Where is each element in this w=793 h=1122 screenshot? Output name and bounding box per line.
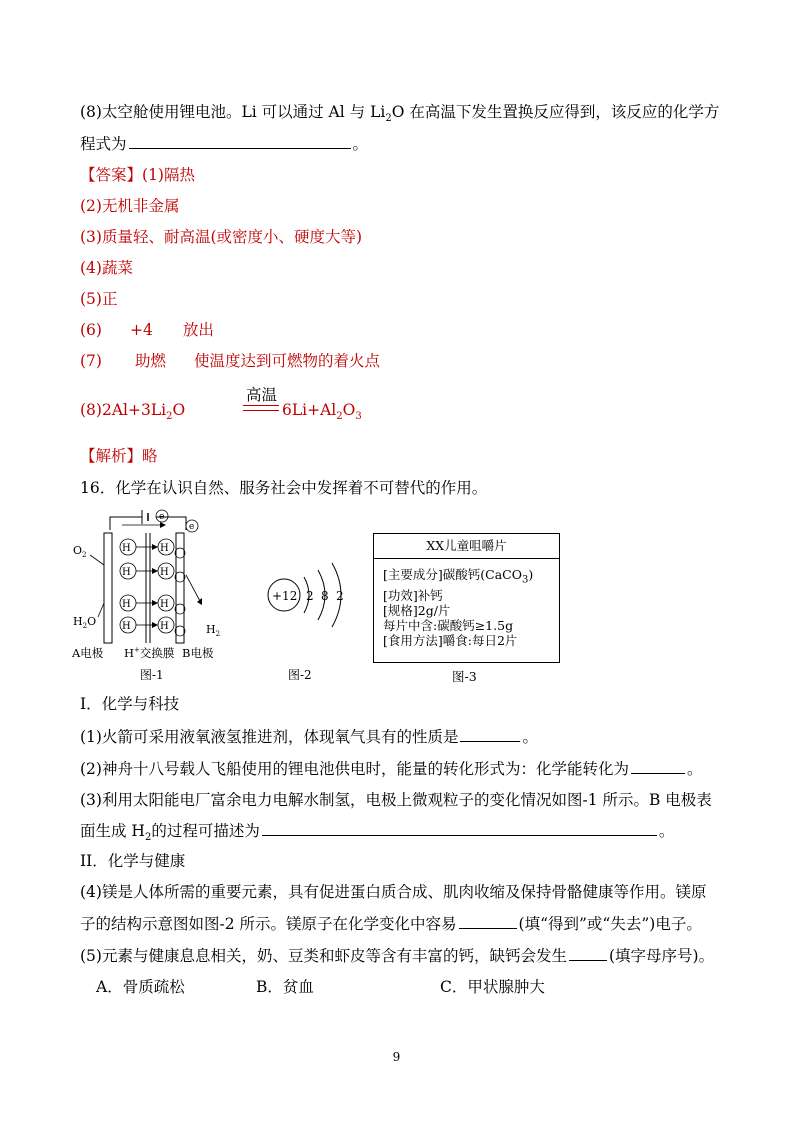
eq-left xyxy=(80,401,185,422)
label-row-ingredient xyxy=(383,567,559,588)
q4-answer-blank[interactable] xyxy=(459,913,517,929)
h-ion: H xyxy=(122,543,131,554)
q8-line1 xyxy=(80,102,719,129)
fig1-caption: 图-1 xyxy=(140,668,164,680)
eq-right-sub1: 2 xyxy=(336,411,343,423)
eq-left-text: (8)2Al+3Li xyxy=(80,401,167,419)
q5 xyxy=(80,945,714,966)
section-2-heading: II．化学与健康 xyxy=(80,852,186,870)
eq-left-o: O xyxy=(172,401,186,419)
label-row-ingredient-sub: 3 xyxy=(521,574,529,586)
ion-row xyxy=(120,563,185,582)
eq-left-sub: 2 xyxy=(166,411,173,423)
q5-text: (5)元素与健康息息相关，奶、豆类和虾皮等含有丰富的钙，缺钙会发生 xyxy=(80,947,567,965)
q8-answer-blank[interactable] xyxy=(129,133,351,149)
answer-7-val1: 助燃 xyxy=(134,352,166,370)
electron-label: e xyxy=(189,522,195,532)
q8-line2-text: 程式为 xyxy=(80,135,127,153)
q1-answer-blank[interactable] xyxy=(460,726,520,742)
ion-row xyxy=(120,617,185,636)
eq-right-o: O xyxy=(342,401,356,419)
b-electrode-label: B电极 xyxy=(182,646,214,660)
q4-line1: (4)镁是人体所需的重要元素，具有促进蛋白质合成、肌肉收缩及保持骨骼健康等作用。镁原 xyxy=(80,883,707,901)
eq-right-sub2: 3 xyxy=(355,411,362,423)
o2-label: $O_2$ xyxy=(73,544,87,559)
q3-line2-text: 面生成 H xyxy=(80,822,145,840)
h-ion: H xyxy=(160,543,169,554)
label-row-spec: [规格]2g/片 xyxy=(383,602,451,618)
answer-3: (3)质量轻、耐高温(或密度小、硬度大等) xyxy=(80,228,363,246)
product-label-figure xyxy=(373,533,560,663)
eq-condition: 高温 xyxy=(246,386,278,404)
q3-line2 xyxy=(80,820,674,848)
q1-end: 。 xyxy=(522,728,538,746)
shell-1-electrons: 2 xyxy=(306,589,314,603)
label-row-ingredient-end: ) xyxy=(528,567,534,582)
ion-row xyxy=(120,539,185,558)
q16-stem: 16．化学在认识自然、服务社会中发挥着不可替代的作用。 xyxy=(80,479,488,497)
analysis xyxy=(80,446,158,466)
answer-6-num: (6) xyxy=(80,321,102,339)
q4-line2 xyxy=(80,913,702,934)
analysis-text: 略 xyxy=(142,447,158,465)
q8-line2 xyxy=(80,133,368,154)
answer-8-equation xyxy=(80,386,380,425)
h-ion: H xyxy=(122,599,131,610)
eq-equals-sign xyxy=(243,405,279,411)
q2-text: (2)神舟十八号载人飞船使用的锂电池供电时，能量的转化形式为：化学能转化为 xyxy=(80,760,629,778)
page-number: 9 xyxy=(392,1050,401,1064)
eq-right xyxy=(282,401,362,422)
answer-7 xyxy=(80,351,380,371)
h-ion: H xyxy=(160,567,169,578)
section-1-heading: I．化学与科技 xyxy=(80,695,180,713)
shell-2-electrons: 8 xyxy=(321,589,329,603)
q5-option-a[interactable]: A．骨质疏松 xyxy=(96,978,185,996)
q1 xyxy=(80,726,538,747)
electrolysis-figure xyxy=(70,505,240,680)
label-row-ingredient-text: [主要成分]碳酸钙(CaCO xyxy=(383,567,522,582)
answer-label: 【答案】 xyxy=(80,166,143,184)
label-row-effect: [功效]补钙 xyxy=(383,587,443,603)
fig3-caption: 图-3 xyxy=(452,669,477,684)
atom-structure-figure xyxy=(260,555,360,680)
answer-6-val1: +4 xyxy=(129,321,153,339)
q3-line2-sub: 2 xyxy=(144,832,152,844)
shell-3-electrons: 2 xyxy=(336,589,344,603)
answer-2: (2)无机非金属 xyxy=(80,197,180,215)
answer-line1 xyxy=(80,165,195,185)
answer-7-num: (7) xyxy=(80,352,102,370)
h2o-label: $H_2O$ xyxy=(73,615,97,630)
q8-prefix: (8)太空舱使用锂电池。Li 可以通过 Al 与 Li xyxy=(80,103,386,121)
h-ion: H xyxy=(122,567,131,578)
h-ion: H xyxy=(122,621,131,632)
q5-option-b[interactable]: B．贫血 xyxy=(256,978,314,996)
answer-6-val2: 放出 xyxy=(182,321,214,339)
answer-1: (1)隔热 xyxy=(142,166,195,184)
h-ion: H xyxy=(160,621,169,632)
label-row-usage: [食用方法]嚼食:每日2片 xyxy=(383,632,518,648)
electrode-a xyxy=(104,533,112,643)
membrane-label: H+交换膜 xyxy=(124,646,175,660)
q5-option-c[interactable]: C．甲状腺肿大 xyxy=(440,978,545,996)
analysis-label: 【解析】 xyxy=(80,447,143,465)
ion-row xyxy=(120,595,185,614)
nucleus-charge: +12 xyxy=(272,589,298,603)
answer-4: (4)蔬菜 xyxy=(80,259,133,277)
q2-end: 。 xyxy=(686,760,703,778)
q3-line1: (3)利用太阳能电厂富余电力电解水制氢，电极上微观粒子的变化情况如图-1 所示。B 电极表 xyxy=(80,791,712,809)
q8-suffix: O 在高温下发生置换反应得到，该反应的化学方 xyxy=(391,103,720,121)
answer-5: (5)正 xyxy=(80,290,118,308)
q2 xyxy=(80,758,702,779)
q8-end: 。 xyxy=(352,135,369,153)
q8-sub: 2 xyxy=(385,113,392,125)
q5-answer-blank[interactable] xyxy=(569,945,607,961)
eq-right-text: 6Li+Al xyxy=(282,401,337,419)
product-title: XX儿童咀嚼片 xyxy=(374,534,559,559)
q3-answer-blank[interactable] xyxy=(262,820,657,836)
answer-7-val2: 使温度达到可燃物的着火点 xyxy=(193,352,380,370)
q1-text: (1)火箭可采用液氧液氢推进剂，体现氧气具有的性质是 xyxy=(80,728,459,746)
electron-label: e xyxy=(159,512,165,522)
a-electrode-label: A电极 xyxy=(72,646,104,660)
q4-line2-text: 子的结构示意图如图-2 所示。镁原子在化学变化中容易 xyxy=(80,915,457,933)
fig2-caption: 图-2 xyxy=(288,668,312,680)
q3-line2-end: 的过程可描述为 xyxy=(151,822,260,840)
q3-end: 。 xyxy=(658,822,675,840)
q4-line2-end: (填“得到”或“失去”)电子。 xyxy=(518,915,702,933)
h-ion: H xyxy=(160,599,169,610)
q5-end: (填字母序号)。 xyxy=(608,947,715,965)
label-row-content: 每片中含:碳酸钙≥1.5g xyxy=(383,617,514,633)
q2-answer-blank[interactable] xyxy=(631,758,685,774)
h2-label: $H_2$ xyxy=(206,623,221,638)
answer-6 xyxy=(80,320,214,340)
